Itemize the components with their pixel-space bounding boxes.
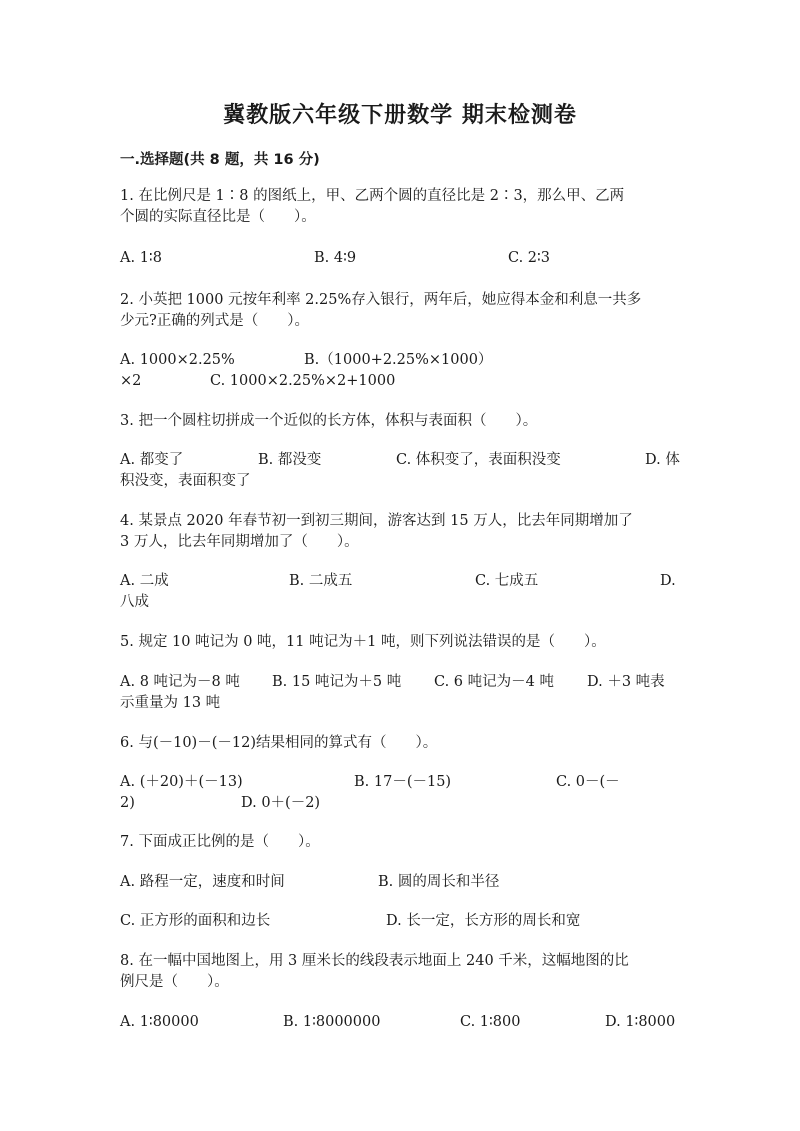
- question-5-option-d-continued: 示重量为 13 吨: [120, 695, 221, 711]
- question-4-option-d-continued: 八成: [120, 594, 149, 610]
- question-5-option-d: D. ＋3 吨表: [587, 674, 665, 690]
- question-8-option-a: A. 1∶80000: [120, 1014, 199, 1030]
- question-1-option-a: A. 1∶8: [120, 250, 162, 266]
- question-5-stem-line-1: 5. 规定 10 吨记为 0 吨，11 吨记为＋1 吨，则下列说法错误的是（ ）。: [120, 634, 606, 650]
- question-4-option-d: D.: [660, 573, 676, 589]
- question-8-option-c: C. 1∶800: [460, 1014, 521, 1030]
- question-3-stem-line-1: 3. 把一个圆柱切拼成一个近似的长方体，体积与表面积（ ）。: [120, 413, 538, 429]
- question-7-option-d: D. 长一定，长方形的周长和宽: [386, 913, 581, 929]
- question-7-option-a: A. 路程一定，速度和时间: [120, 874, 285, 890]
- question-5-option-c: C. 6 吨记为－4 吨: [434, 674, 554, 690]
- question-3-option-b: B. 都没变: [258, 452, 322, 468]
- question-7-option-b: B. 圆的周长和半径: [378, 874, 500, 890]
- question-1-stem-line-2: 个圆的实际直径比是（ ）。: [120, 209, 316, 225]
- question-2-option-c: C. 1000×2.25%×2+1000: [210, 373, 396, 389]
- question-3-option-d: D. 体: [645, 452, 680, 468]
- question-6-option-d: D. 0＋(－2): [241, 795, 321, 811]
- question-1-option-c: C. 2∶3: [508, 250, 551, 266]
- question-5-option-a: A. 8 吨记为－8 吨: [120, 674, 240, 690]
- section-heading: 一.选择题(共 8 题，共 16 分): [120, 152, 320, 168]
- question-2-stem-line-1: 2. 小英把 1000 元按年利率 2.25%存入银行，两年后，她应得本金和利息一共多: [120, 292, 642, 308]
- question-1-option-b: B. 4∶9: [314, 250, 357, 266]
- question-2-option-b-continued: ×2: [120, 373, 142, 389]
- question-4-stem-line-1: 4. 某景点 2020 年春节初一到初三期间，游客达到 15 万人，比去年同期增加了: [120, 513, 633, 529]
- question-4-option-b: B. 二成五: [289, 573, 353, 589]
- question-8-option-b: B. 1∶8000000: [283, 1014, 381, 1030]
- question-8-stem-line-2: 例尺是（ ）。: [120, 974, 229, 990]
- question-6-stem-line-1: 6. 与(－10)－(－12)结果相同的算式有（ ）。: [120, 735, 438, 751]
- question-3-option-c: C. 体积变了，表面积没变: [396, 452, 561, 468]
- question-4-stem-line-2: 3 万人，比去年同期增加了（ ）。: [120, 534, 359, 550]
- question-7-option-c: C. 正方形的面积和边长: [120, 913, 271, 929]
- question-4-option-c: C. 七成五: [475, 573, 539, 589]
- question-2-option-a: A. 1000×2.25%: [120, 352, 235, 368]
- question-8-option-d: D. 1∶8000: [605, 1014, 676, 1030]
- question-8-stem-line-1: 8. 在一幅中国地图上，用 3 厘米长的线段表示地面上 240 千米，这幅地图的比: [120, 953, 629, 969]
- page-title: 冀教版六年级下册数学 期末检测卷: [223, 103, 577, 128]
- question-6-option-a: A. (＋20)＋(－13): [120, 774, 243, 790]
- question-7-stem-line-1: 7. 下面成正比例的是（ ）。: [120, 834, 320, 850]
- question-6-option-c-continued: 2): [120, 795, 135, 811]
- question-2-option-b: B.（1000+2.25%×1000）: [304, 352, 493, 368]
- question-3-option-a: A. 都变了: [120, 452, 184, 468]
- question-5-option-b: B. 15 吨记为＋5 吨: [272, 674, 402, 690]
- question-6-option-b: B. 17－(－15): [354, 774, 452, 790]
- question-6-option-c: C. 0－(－: [556, 774, 620, 790]
- question-3-option-d-continued: 积没变，表面积变了: [120, 473, 251, 489]
- question-4-option-a: A. 二成: [120, 573, 169, 589]
- question-1-stem-line-1: 1. 在比例尺是 1∶8 的图纸上，甲、乙两个圆的直径比是 2∶3，那么甲、乙两: [120, 188, 625, 204]
- question-2-stem-line-2: 少元?正确的列式是（ ）。: [120, 313, 310, 329]
